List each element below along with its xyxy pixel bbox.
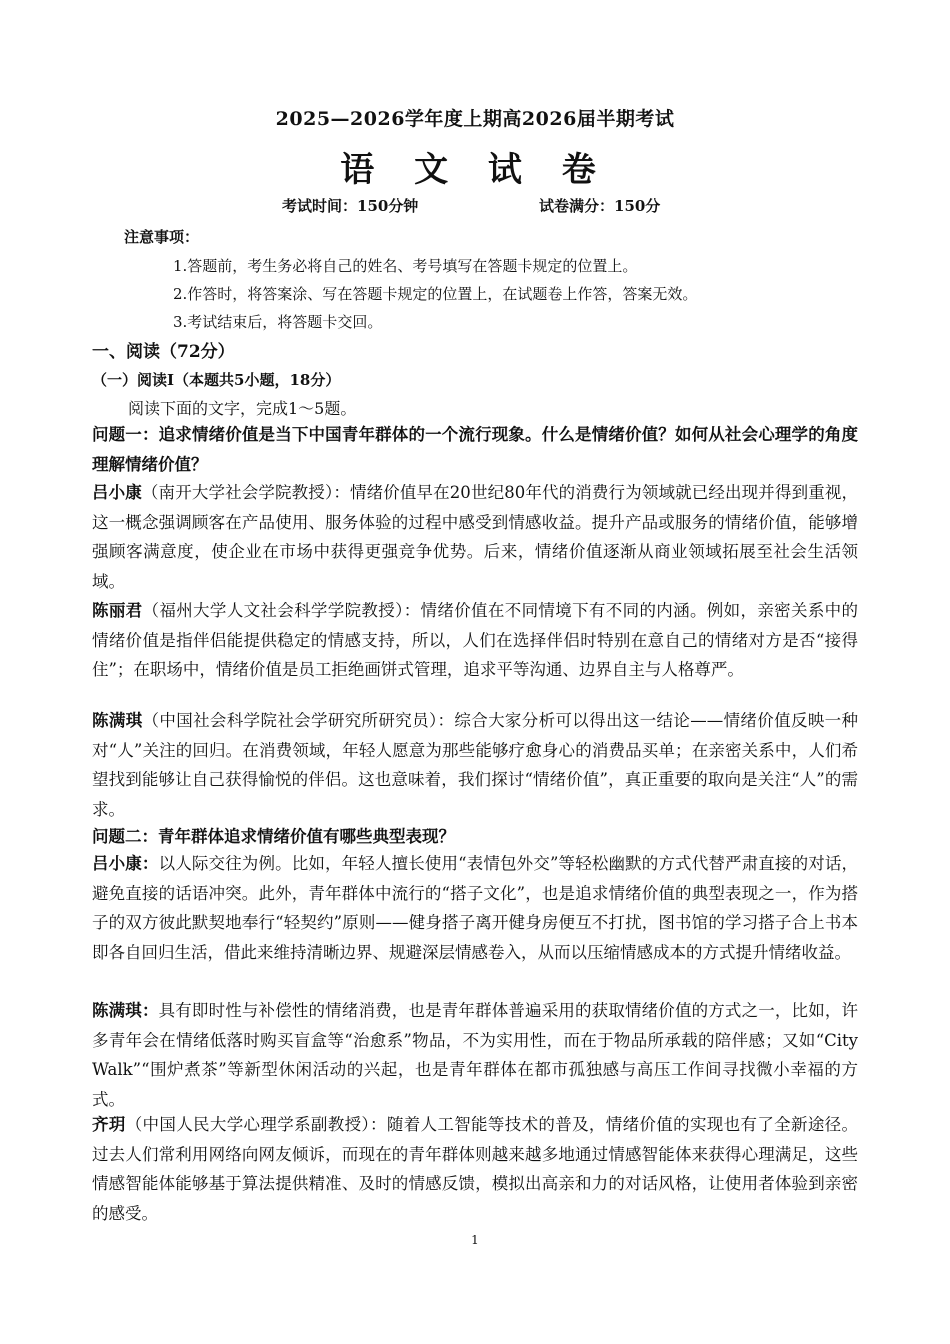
speaker-name: 陈丽君: [92, 601, 143, 620]
subsection-reading-1: （一）阅读Ⅰ（本题共5小题，18分）: [92, 371, 341, 389]
exam-title: 2025—2026学年度上期高2026届半期考试: [275, 108, 675, 130]
note-item-2: 2.作答时，将答案涂、写在答题卡规定的位置上，在试题卷上作答，答案无效。: [173, 285, 698, 303]
speaker-name: 陈满琪: [92, 711, 143, 730]
page-number: 1: [471, 1233, 479, 1247]
note-item-1: 1.答题前，考生务必将自己的姓名、考号填写在答题卡规定的位置上。: [173, 257, 638, 275]
paragraph-text: 具有即时性与补偿性的情绪消费，也是青年群体普遍采用的获取情绪价值的方式之一，比如，许多青年会在情绪低落时购买盲盒等“治愈系”物品，不为实用性，而在于物品所承载的陪伴感；又如“City Walk”“围炉煮茶”等新型休闲活动的兴起，也是青年群体在都市孤独感与高压工作间寻找微小幸福的方式。: [92, 1001, 859, 1109]
speaker-name: 吕小康: [92, 483, 142, 502]
paragraph-text: 以人际交往为例。比如，年轻人擅长使用“表情包外交”等轻松幽默的方式代替严肃直接的对话，避免直接的话语冲突。此外，青年群体中流行的“搭子文化”，也是追求情绪价值的典型表现之一，作为搭子的双方彼此默契地奉行“轻契约”原则——健身搭子离开健身房便互不打扰，图书馆的学习搭子合上书本即各自回归生活，借此来维持清晰边界、规避深层情感卷入，从而以压缩情感成本的方式提升情绪收益。: [92, 854, 858, 962]
paragraph-qi-yue: [92, 1110, 858, 1228]
section-reading-heading: 一、阅读（72分）: [92, 342, 235, 362]
question-two: 问题二：青年群体追求情绪价值有哪些典型表现？: [92, 827, 455, 846]
paragraph-lu-xiaokang: [92, 478, 858, 596]
notes-heading: 注意事项：: [124, 228, 200, 246]
reading-instruction: 阅读下面的文字，完成1～5题。: [128, 399, 357, 418]
question-one: 问题一：追求情绪价值是当下中国青年群体的一个流行现象。什么是情绪价值？如何从社会心理学的角度理解情绪价值？: [92, 425, 858, 474]
paragraph-text: （福州大学人文社会科学学院教授）：情绪价值在不同情境下有不同的内涵。例如，亲密关系中的情绪价值是指伴侣能提供稳定的情感支持，所以，人们在选择伴侣时特别在意自己的情绪对方是否“接得住”；在职场中，情绪价值是员工拒绝画饼式管理，追求平等沟通、边界自主与人格尊严。: [92, 601, 859, 679]
speaker-name: 齐玥: [92, 1115, 126, 1134]
speaker-name: 陈满琪：: [92, 1001, 159, 1020]
paragraph-text: （中国社会科学院社会学研究所研究员）：综合大家分析可以得出这一结论——情绪价值反映一种对“人”关注的回归。在消费领域，年轻人愿意为那些能够疗愈身心的消费品买单；在亲密关系中，人们希望找到能够让自己获得愉悦的伴侣。这也意味着，我们探讨“情绪价值”，真正重要的取向是关注“人”的需求。: [92, 711, 859, 819]
paragraph-text: （中国人民大学心理学系副教授）：随着人工智能等技术的普及，情绪价值的实现也有了全新途径。过去人们常利用网络向网友倾诉，而现在的青年群体则越来越多地通过情感智能体来获得心理满足，这些情感智能体能够基于算法提供精准、及时的情感反馈，模拟出高亲和力的对话风格，让使用者体验到亲密的感受。: [92, 1115, 859, 1223]
subject-title: 语 文 试 卷: [340, 150, 610, 190]
exam-time: 考试时间：150分钟: [282, 197, 419, 215]
speaker-name: 吕小康：: [92, 854, 159, 873]
note-item-3: 3.考试结束后，将答题卡交回。: [173, 313, 383, 331]
paragraph-chen-manqi-2: [92, 996, 858, 1114]
exam-full-score: 试卷满分：150分: [539, 197, 661, 215]
paragraph-chen-lijun: [92, 596, 858, 685]
paragraph-chen-manqi: [92, 706, 858, 824]
paragraph-text: （南开大学社会学院教授）：情绪价值早在20世纪80年代的消费行为领域就已经出现并得到重视，这一概念强调顾客在产品使用、服务体验的过程中感受到情感收益。提升产品或服务的情绪价值，能够增强顾客满意度，使企业在市场中获得更强竞争优势。后来，情绪价值逐渐从商业领域拓展至社会生活领域。: [92, 483, 858, 591]
paragraph-lu-xiaokang-2: [92, 849, 858, 967]
